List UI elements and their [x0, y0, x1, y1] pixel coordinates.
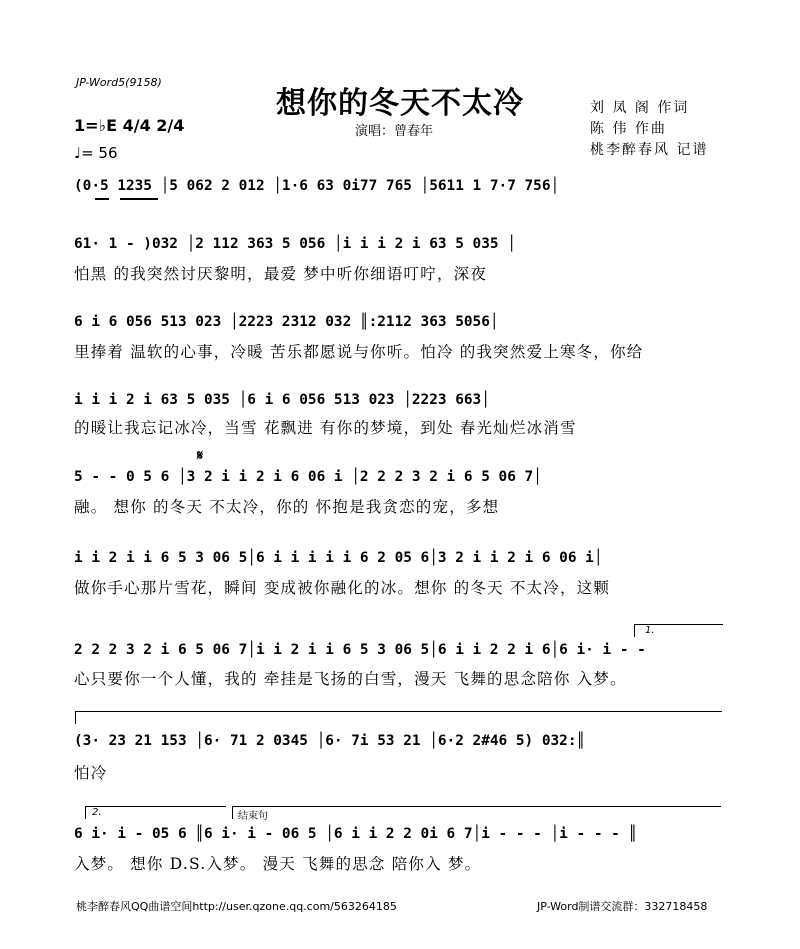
- lyric-line-7: 心只要你一个人懂，我的 牵挂是飞扬的白雪，漫天 飞舞的思念陪你 入梦。: [74, 670, 627, 688]
- notation-line-2: 61· 1 - )032 │2 112 363 5 056 │i i i 2 i 63 5 035 │: [74, 236, 516, 252]
- lyric-line-2: 怕黑 的我突然讨厌黎明，最爱 梦中听你细语叮咛，深夜: [74, 265, 488, 283]
- notation-line-9: 6 i· i - 05 6 ║6 i· i - 06 5 │6 i i 2 2 0i 6 7│i - - - │i - - - ║: [74, 826, 638, 842]
- segno-sign: 𝄋: [197, 448, 204, 464]
- lyric-line-3: 里捧着 温软的心事，冷暖 苦乐都愿说与你听。怕冷 的我突然爱上寒冬，你给: [74, 343, 644, 361]
- tempo-marking: ♩= 56: [74, 144, 118, 162]
- notation-line-1: (0·5 1235 │5 062 2 012 │1·6 63 0i77 765 │5611 1 7·7 756│: [74, 178, 560, 194]
- lyric-line-4: 的暖让我忘记冰冷，当雪 花飘进 有你的梦境，到处 春光灿烂冰消雪: [74, 419, 577, 437]
- volta-1-label: 1.: [645, 625, 655, 636]
- lyric-line-9: 入梦。 想你 D.S.入梦。 漫天 飞舞的思念 陪你入 梦。: [74, 855, 482, 873]
- notation-line-8: (3· 23 21 153 │6· 71 2 0345 │6· 7i 53 21 │6·2 2#46 5) 032:║: [74, 733, 586, 749]
- volta-2-label: 2.: [92, 807, 102, 818]
- notation-line-7: 2 2 2 3 2 i 6 5 06 7│i i 2 i i 6 5 3 06 5│6 i i 2 2 i 6│6 i· i - -: [74, 642, 646, 658]
- notation-line-4: i i i 2 i 63 5 035 │6 i 6 056 513 023 │2223 663│: [74, 392, 490, 408]
- lyricist-credit: 刘 凤 阁 作词: [590, 100, 690, 116]
- song-title: 想你的冬天不太冷: [276, 86, 524, 121]
- notation-line-3: 6 i 6 056 513 023 │2223 2312 032 ║:2112 363 5056│: [74, 314, 499, 330]
- composer-credit: 陈 伟 作曲: [590, 121, 667, 137]
- ending-label: 结束句: [238, 811, 268, 822]
- interlude-bracket: [75, 711, 722, 724]
- notation-line-5: 5 - - 0 5 6 │3 2 i i 2 i 6 06 i │2 2 2 3 2 i 6 5 06 7│: [74, 469, 542, 485]
- key-signature: 1=♭E 4/4 2/4: [74, 116, 185, 135]
- footer-left: 桃李醉春风QQ曲谱空间http://user.qzone.qq.com/563264185: [76, 900, 397, 913]
- beam: [120, 198, 158, 200]
- lyric-line-5: 融。 想你 的冬天 不太冷，你的 怀抱是我贪恋的宠，多想: [74, 498, 500, 516]
- footer-right: JP-Word制谱交流群：332718458: [537, 900, 708, 913]
- volta-bracket-2: [85, 806, 226, 819]
- singer-credit: 演唱：曾春年: [355, 124, 434, 139]
- beam: [95, 198, 109, 200]
- lyric-line-6: 做你手心那片雪花，瞬间 变成被你融化的冰。想你 的冬天 不太冷，这颗: [74, 579, 611, 597]
- lyric-line-8: 怕冷: [74, 764, 108, 782]
- ending-bracket: [232, 806, 721, 819]
- software-tag: JP-Word5(9158): [76, 76, 162, 89]
- notation-line-6: i i 2 i i 6 5 3 06 5│6 i i i i i 6 2 05 6│3 2 i i 2 i 6 06 i│: [74, 550, 603, 566]
- transcriber-credit: 桃李醉春风 记谱: [590, 142, 709, 158]
